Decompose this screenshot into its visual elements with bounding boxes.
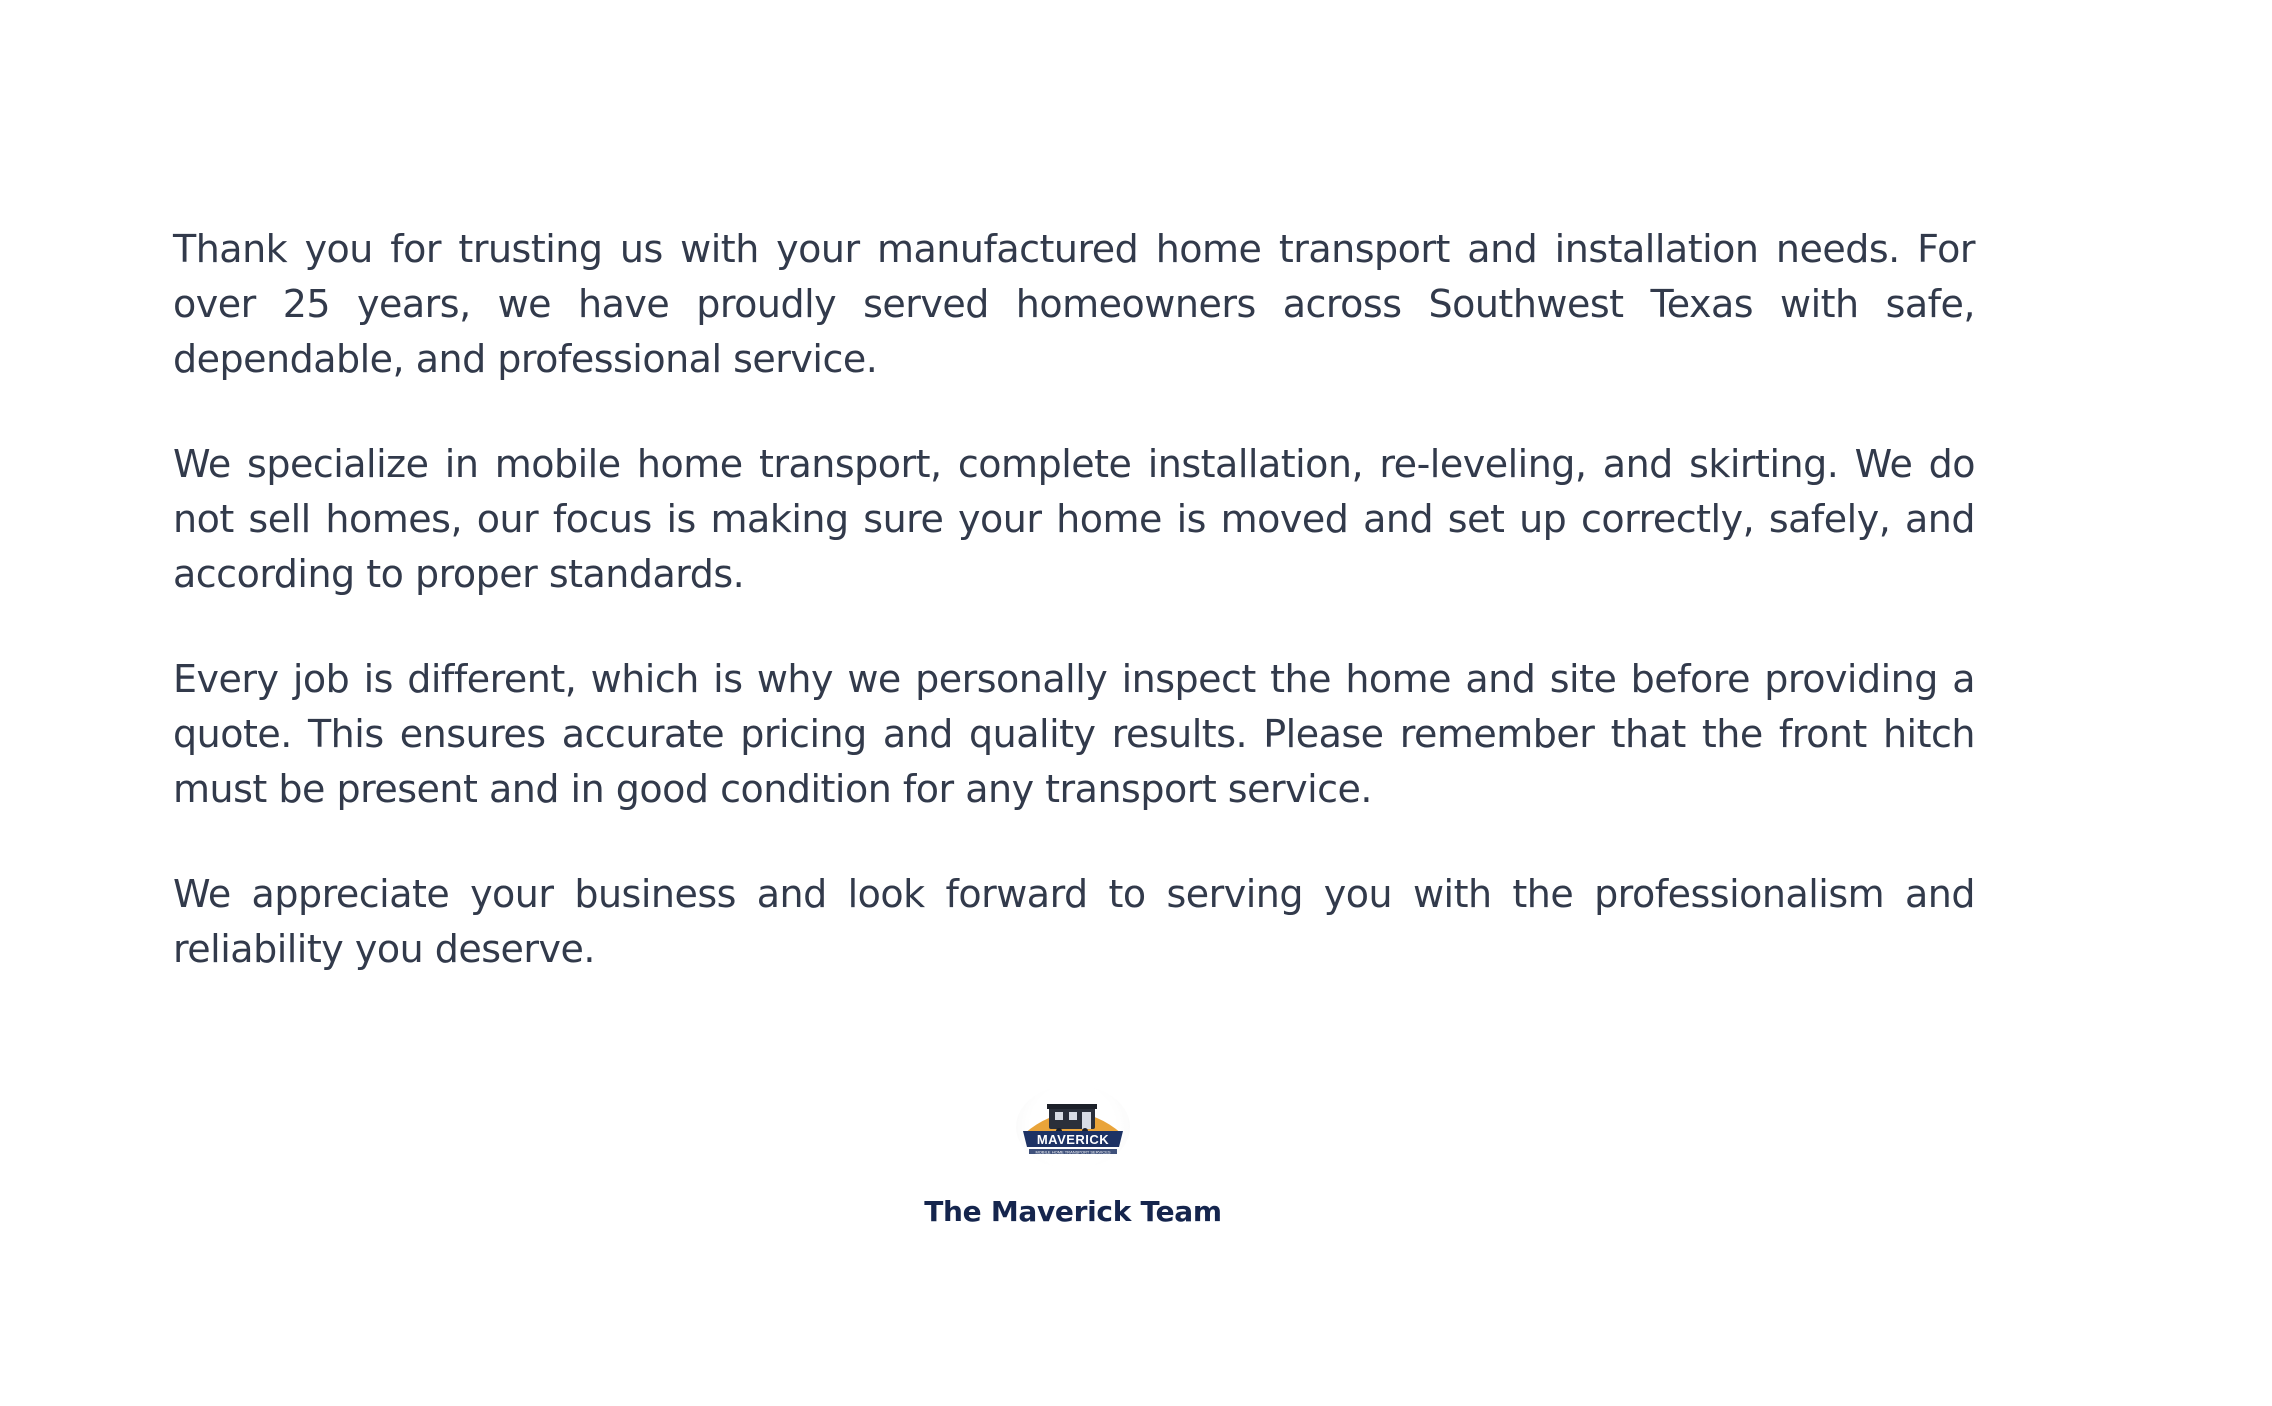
team-name: The Maverick Team [924,1195,1222,1228]
paragraph-inspection: Every job is different, which is why we personally inspect the home and site before providing a quote. This ensures accurate pricing and quality results. Please remember that the front hitch must be present and in good condition for any transport service. [173,657,1975,811]
paragraph-intro: Thank you for trusting us with your manufactured home transport and installation needs. For over 25 years, we have proudly served homeowners across Southwest Texas with safe, dependable, and professional service. [173,227,1975,381]
paragraph-closing: We appreciate your business and look forward to serving you with the professionalism and reliability you deserve. [173,872,1975,971]
paragraph-services: We specialize in mobile home transport, complete installation, re-leveling, and skirting. We do not sell homes, our focus is making sure your home is moved and set up correctly, safely, and according to proper standards. [173,442,1975,596]
signature-block [0,1085,2146,1228]
maverick-logo [1016,1085,1130,1169]
letter-body [173,222,1975,1027]
logo-brand-text: MAVERICK [1036,1132,1110,1147]
logo-tagline-text: MOBILE HOME TRANSPORT SERVICES [1035,1149,1111,1155]
mobile-home-logo-icon [1019,1097,1127,1157]
